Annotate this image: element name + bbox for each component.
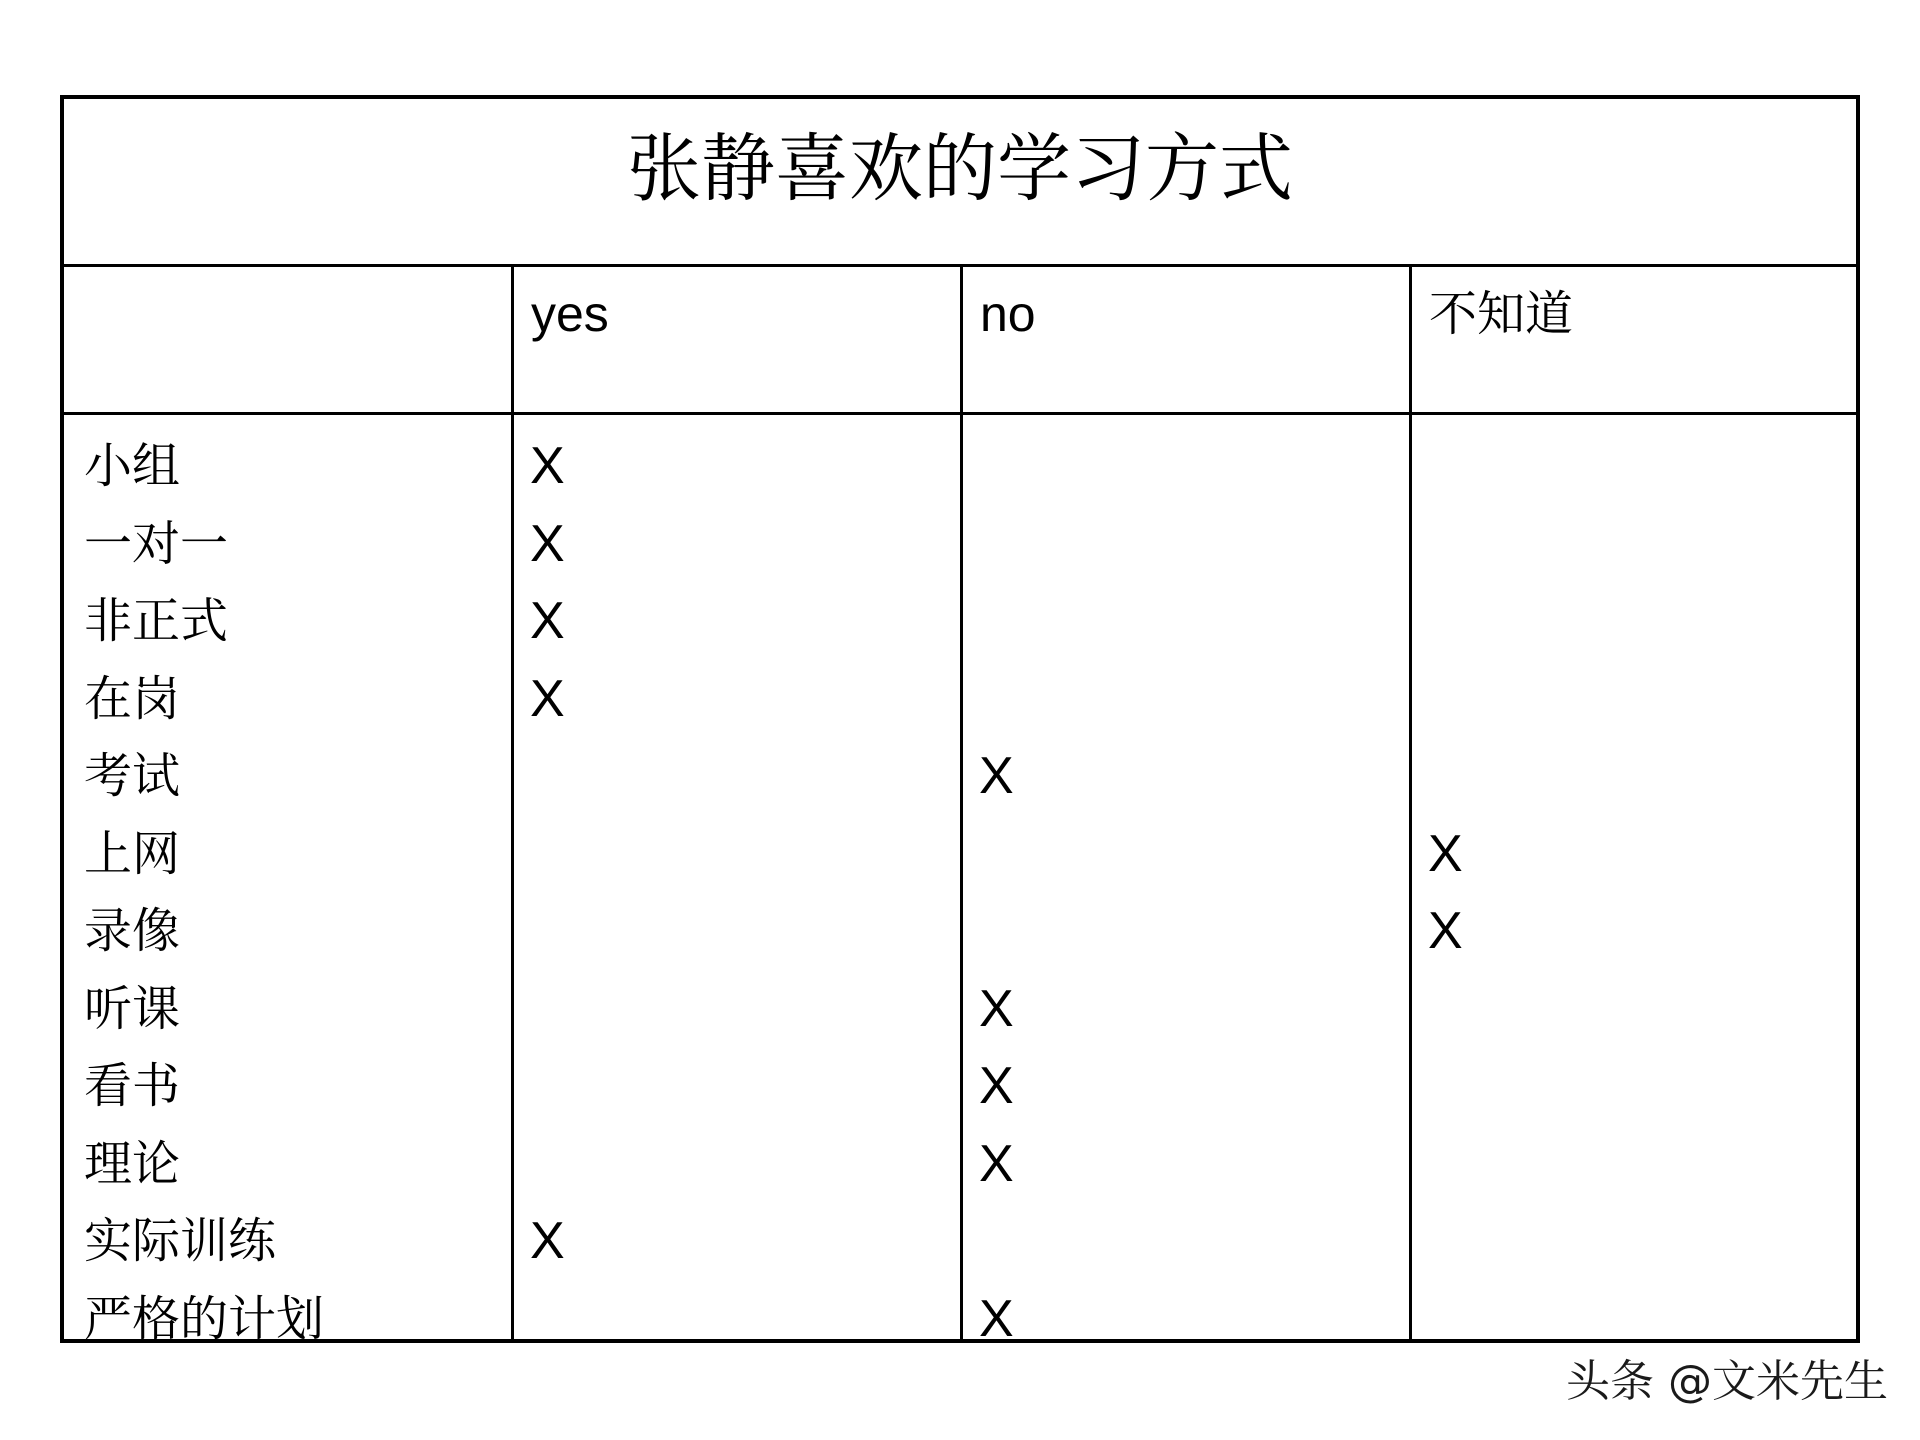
mark-x: X: [530, 1212, 565, 1270]
row-label: 考试: [84, 748, 181, 804]
row-label: 上网: [84, 825, 181, 882]
table-row: [64, 970, 1856, 1048]
mark-x: X: [530, 669, 565, 728]
table-row: [64, 427, 1856, 505]
mark-x: X: [530, 514, 565, 573]
row-label: 小组: [84, 438, 181, 494]
row-label: 一对一: [84, 515, 229, 572]
mark-x: X: [530, 592, 565, 650]
mark-x: X: [1428, 824, 1463, 883]
row-label: 在岗: [84, 670, 181, 727]
row-label: 听课: [84, 980, 181, 1037]
mark-x: X: [530, 437, 565, 495]
table-row: [64, 892, 1856, 970]
table-row: [64, 582, 1856, 660]
table-row: [64, 737, 1856, 815]
row-label: 理论: [84, 1135, 181, 1192]
mark-x: X: [1428, 902, 1463, 960]
row-label: 录像: [84, 903, 181, 959]
row-label: 非正式: [84, 593, 229, 649]
header-cell-yes: yes: [531, 286, 609, 342]
header-cell-unknown: 不知道: [1429, 286, 1574, 342]
table-row: [64, 1280, 1856, 1358]
mark-x: X: [979, 979, 1014, 1038]
row-label: 严格的计划: [84, 1290, 325, 1347]
row-label: 实际训练: [84, 1213, 277, 1269]
header-cell-empty: [64, 267, 513, 412]
mark-x: X: [979, 1289, 1014, 1348]
table-row: [64, 1125, 1856, 1203]
table-row: [64, 1047, 1856, 1125]
table-row: [64, 505, 1856, 583]
header-cell-no: no: [980, 286, 1036, 342]
table-row: [64, 1202, 1856, 1280]
mark-x: X: [979, 747, 1014, 805]
learning-preference-table: [60, 95, 1860, 1348]
table-row: [64, 660, 1856, 738]
table-row: [64, 815, 1856, 893]
row-label: 看书: [84, 1058, 181, 1114]
mark-x: X: [979, 1134, 1014, 1193]
mark-x: X: [979, 1057, 1014, 1115]
watermark-text: 头条 @文米先生: [1566, 1356, 1888, 1407]
table-title: 张静喜欢的学习方式: [64, 99, 1856, 267]
